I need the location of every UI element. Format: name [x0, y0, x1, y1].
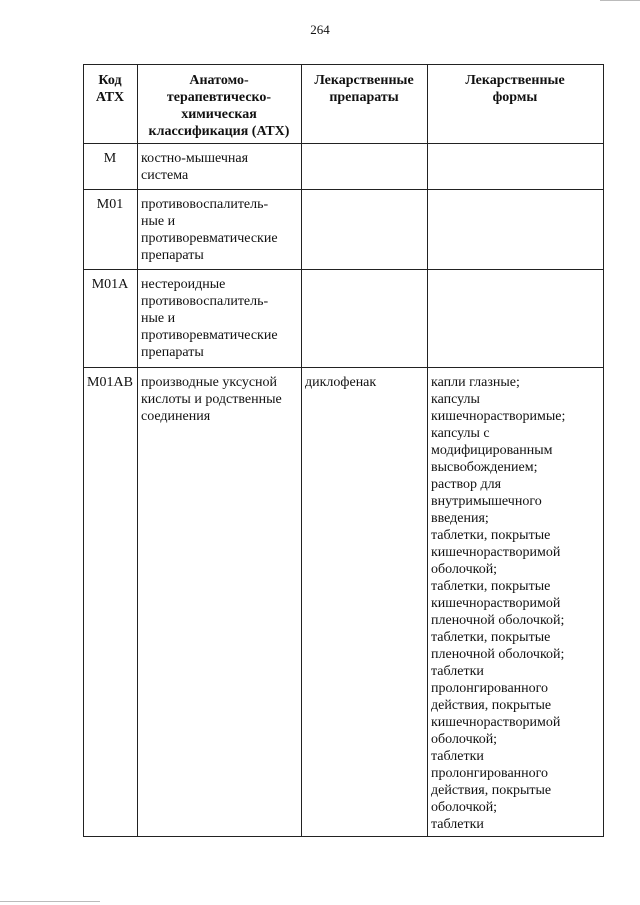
atc-table — [83, 64, 604, 837]
cell-text-line: оболочкой; — [431, 732, 498, 747]
cell-text-line: препараты — [141, 248, 204, 263]
cell-text-line: соединения — [141, 409, 211, 424]
cell-text-line: М01А — [91, 277, 129, 292]
cell-text-line: Код — [98, 73, 122, 88]
cell-text-line: костно-мышечная — [141, 151, 249, 166]
scan-edge-mark — [600, 0, 640, 1]
header-atc-classification — [138, 65, 302, 144]
cell-text-line: диклофенак — [305, 375, 377, 390]
header-drugs — [302, 65, 428, 144]
atc-classification-cell — [138, 144, 302, 190]
cell-text-line: капсулы с — [431, 426, 490, 441]
cell-text-line: оболочкой; — [431, 562, 498, 577]
cell-text-line: модифицированным — [431, 443, 553, 458]
cell-text-line: химическая — [181, 107, 257, 122]
cell-text-line: нестероидные — [141, 277, 226, 292]
cell-text-line: противоревматические — [141, 328, 278, 343]
cell-text-line: кишечнорастворимой — [431, 596, 561, 611]
cell-text-line: пролонгированного — [431, 681, 549, 696]
cell-text-line: Лекарственные — [465, 73, 565, 88]
cell-text-line: пленочной оболочкой; — [431, 613, 565, 628]
cell-text-line: таблетки — [431, 817, 484, 832]
cell-text-line: пленочной оболочкой; — [431, 647, 565, 662]
cell-text-line: действия, покрытые — [431, 698, 552, 713]
cell-text-line: М01АВ — [87, 375, 133, 390]
table-row — [84, 368, 604, 837]
cell-text-line: кишечнорастворимой — [431, 545, 561, 560]
drug-cell — [302, 368, 428, 837]
atc-classification-cell — [138, 190, 302, 270]
cell-text-line: кишечнорастворимой — [431, 715, 561, 730]
atc-classification-cell — [138, 270, 302, 368]
cell-text-line: таблетки, покрытые — [431, 579, 551, 594]
dosage-forms-cell — [428, 190, 604, 270]
atc-code-cell — [84, 144, 138, 190]
cell-text-line: производные уксусной — [141, 375, 278, 390]
drug-cell — [302, 190, 428, 270]
atc-code-cell — [84, 190, 138, 270]
cell-text-line: таблетки — [431, 664, 484, 679]
cell-text-line: оболочкой; — [431, 800, 498, 815]
cell-text-line: введения; — [431, 511, 489, 526]
cell-text-line: таблетки, покрытые — [431, 528, 551, 543]
table-body — [84, 144, 604, 837]
scan-edge-mark — [0, 901, 100, 902]
cell-text-line: АТХ — [95, 90, 125, 105]
atc-classification-cell — [138, 368, 302, 837]
cell-text-line: капсулы — [431, 392, 480, 407]
cell-text-line: система — [141, 168, 189, 183]
cell-text-line: препараты — [141, 345, 204, 360]
atc-code-cell — [84, 368, 138, 837]
cell-text-line: Лекарственные — [314, 73, 414, 88]
cell-text-line: пролонгированного — [431, 766, 549, 781]
cell-text-line: формы — [492, 90, 538, 105]
cell-text-line: ные и — [141, 214, 176, 229]
table-row — [84, 144, 604, 190]
cell-text-line: действия, покрытые — [431, 783, 552, 798]
atc-code-cell — [84, 270, 138, 368]
cell-text-line: М — [103, 151, 117, 166]
cell-text-line: таблетки, покрытые — [431, 630, 551, 645]
cell-text-line: препараты — [329, 90, 399, 105]
table-header-row — [84, 65, 604, 144]
table-row — [84, 190, 604, 270]
cell-text-line: высвобождением; — [431, 460, 538, 475]
drug-cell — [302, 270, 428, 368]
dosage-forms-cell — [428, 144, 604, 190]
cell-text-line: терапевтическо- — [166, 90, 272, 105]
dosage-forms-cell — [428, 368, 604, 837]
cell-text-line: таблетки — [431, 749, 484, 764]
cell-text-line: кишечнорастворимые; — [431, 409, 566, 424]
table-row — [84, 270, 604, 368]
cell-text-line: противовоспалитель- — [141, 294, 269, 309]
cell-text-line: капли глазные; — [431, 375, 520, 390]
cell-text-line: классификация (АТХ) — [148, 124, 290, 139]
cell-text-line: противовоспалитель- — [141, 197, 269, 212]
cell-text-line: Анатомо- — [189, 73, 249, 88]
cell-text-line: противоревматические — [141, 231, 278, 246]
cell-text-line: кислоты и родственные — [141, 392, 282, 407]
dosage-forms-cell — [428, 270, 604, 368]
page-number: 264 — [310, 22, 330, 37]
header-dosage-forms — [428, 65, 604, 144]
cell-text-line: внутримышечного — [431, 494, 542, 509]
header-atc-code — [84, 65, 138, 144]
cell-text-line: ные и — [141, 311, 176, 326]
cell-text-line: М01 — [96, 197, 124, 212]
cell-text-line: раствор для — [431, 477, 502, 492]
drug-cell — [302, 144, 428, 190]
